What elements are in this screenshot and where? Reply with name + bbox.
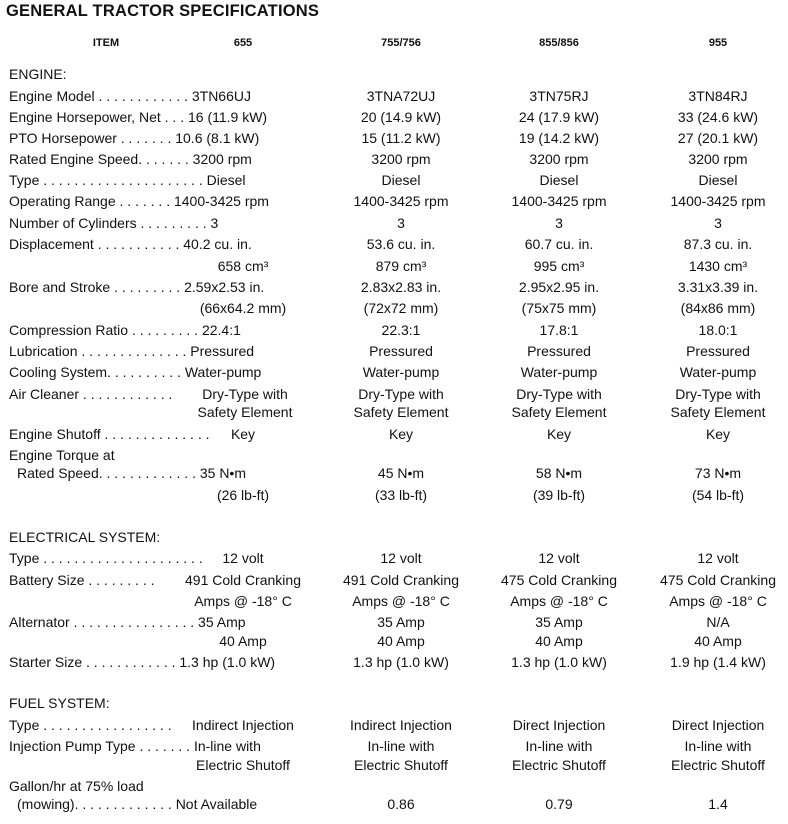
cell: In-line with xyxy=(525,738,593,754)
cell: 0.79 xyxy=(545,796,573,812)
cell: 15 (11.2 kW) xyxy=(361,130,441,146)
cell: 3 xyxy=(714,215,722,231)
cell: 58 N•m xyxy=(535,465,583,481)
cell: Key xyxy=(230,426,256,442)
row-label: Cooling System. . . . . . . . . . Water-pump xyxy=(9,364,262,380)
row-label: Rated Speed. . . . . . . . . . . . . 35 N•m xyxy=(17,465,246,481)
cell: N/A xyxy=(706,614,730,630)
cell: 40 Amp xyxy=(694,633,742,649)
cell: 40 Amp xyxy=(219,633,267,649)
cell: 3 xyxy=(397,215,405,231)
cell: 491 Cold Cranking xyxy=(343,572,459,588)
row-label: Type . . . . . . . . . . . . . . . . . . . . . xyxy=(9,550,203,566)
row-label: Alternator . . . . . . . . . . . . . . . . 35 Amp xyxy=(9,614,246,630)
cell: Safety Element xyxy=(670,404,766,420)
cell: 27 (20.1 kW) xyxy=(677,130,759,146)
cell: (84x86 mm) xyxy=(680,300,756,316)
cell: Dry-Type with xyxy=(202,386,288,402)
section-electrical: ELECTRICAL SYSTEM: xyxy=(9,529,161,545)
cell: Dry-Type with xyxy=(675,386,761,402)
cell: Water-pump xyxy=(362,364,440,380)
cell: (39 lb-ft) xyxy=(532,487,586,503)
page-title: GENERAL TRACTOR SPECIFICATIONS xyxy=(6,2,320,20)
cell: 1.9 hp (1.4 kW) xyxy=(670,654,766,670)
cell: 1400-3425 rpm xyxy=(353,193,449,209)
row-label: Gallon/hr at 75% load xyxy=(9,778,144,794)
cell: Electric Shutoff xyxy=(671,757,765,773)
cell: 3TN84RJ xyxy=(688,88,748,104)
cell: 12 volt xyxy=(697,550,739,566)
cell: 35 Amp xyxy=(377,614,425,630)
cell: Pressured xyxy=(369,343,433,359)
cell: Amps @ -18° C xyxy=(352,593,450,609)
cell: 87.3 cu. in. xyxy=(683,236,753,252)
cell: 40 Amp xyxy=(377,633,425,649)
cell: 3TNA72UJ xyxy=(366,88,436,104)
row-label: Injection Pump Type . . . . . . . In-line with xyxy=(9,738,261,754)
cell: (66x64.2 mm) xyxy=(199,300,287,316)
cell: 3200 rpm xyxy=(371,151,431,167)
cell: 3TN75RJ xyxy=(529,88,589,104)
row-label: Bore and Stroke . . . . . . . . . 2.59x2.53 in. xyxy=(9,279,265,295)
row-label: Displacement . . . . . . . . . . . 40.2 cu. in. xyxy=(9,236,252,252)
col-header-755: 755/756 xyxy=(381,37,421,49)
cell: 3.31x3.39 in. xyxy=(677,279,759,295)
cell: 1430 cm³ xyxy=(688,258,748,274)
cell: 12 volt xyxy=(380,550,422,566)
cell: 1.4 xyxy=(708,796,728,812)
cell: Diesel xyxy=(539,172,579,188)
section-engine: ENGINE: xyxy=(9,66,67,82)
cell: Pressured xyxy=(686,343,750,359)
cell: Safety Element xyxy=(511,404,607,420)
cell: In-line with xyxy=(367,738,435,754)
cell: Direct Injection xyxy=(512,717,606,733)
cell: Amps @ -18° C xyxy=(669,593,767,609)
cell: Dry-Type with xyxy=(516,386,602,402)
cell: Pressured xyxy=(527,343,591,359)
cell: 17.8:1 xyxy=(539,322,579,338)
cell: Dry-Type with xyxy=(358,386,444,402)
cell: Electric Shutoff xyxy=(196,757,290,773)
col-header-item: ITEM xyxy=(92,37,120,49)
cell: 73 N•m xyxy=(694,465,742,481)
cell: Key xyxy=(705,426,731,442)
cell: 19 (14.2 kW) xyxy=(518,130,600,146)
cell: 24 (17.9 kW) xyxy=(518,109,600,125)
section-fuel: FUEL SYSTEM: xyxy=(9,695,110,711)
cell: 1400-3425 rpm xyxy=(670,193,766,209)
row-label: Lubrication . . . . . . . . . . . . . . Pressured xyxy=(9,343,255,359)
cell: (72x72 mm) xyxy=(363,300,439,316)
cell: 3 xyxy=(555,215,563,231)
cell: Key xyxy=(546,426,572,442)
row-label: Number of Cylinders . . . . . . . . . 3 xyxy=(9,215,219,231)
cell: 35 Amp xyxy=(535,614,583,630)
cell: Water-pump xyxy=(679,364,757,380)
row-label: Type . . . . . . . . . . . . . . . . . xyxy=(9,717,172,733)
cell: Water-pump xyxy=(520,364,598,380)
cell: 60.7 cu. in. xyxy=(524,236,594,252)
cell: 45 N•m xyxy=(377,465,425,481)
row-label: Battery Size . . . . . . . . . xyxy=(9,572,155,588)
cell: Amps @ -18° C xyxy=(194,593,292,609)
cell: 3200 rpm xyxy=(688,151,748,167)
cell: 0.86 xyxy=(387,796,415,812)
cell: 33 (24.6 kW) xyxy=(677,109,759,125)
cell: Indirect Injection xyxy=(350,717,452,733)
row-label: Engine Model . . . . . . . . . . . . 3TN66UJ xyxy=(9,88,251,104)
col-header-855: 855/856 xyxy=(539,37,579,49)
col-header-955: 955 xyxy=(708,37,728,49)
cell: 879 cm³ xyxy=(375,258,427,274)
cell: 658 cm³ xyxy=(217,258,269,274)
cell: Diesel xyxy=(698,172,738,188)
cell: 1400-3425 rpm xyxy=(511,193,607,209)
cell: Indirect Injection xyxy=(192,717,294,733)
row-label: Type . . . . . . . . . . . . . . . . . . . . . Diesel xyxy=(9,172,246,188)
cell: 995 cm³ xyxy=(533,258,585,274)
cell: Safety Element xyxy=(197,404,293,420)
row-label: Starter Size . . . . . . . . . . . . 1.3 hp (1.0 kW) xyxy=(9,654,276,670)
row-label: Engine Horsepower, Net . . . 16 (11.9 kW) xyxy=(9,109,268,125)
row-label: Air Cleaner . . . . . . . . . . . . xyxy=(9,386,173,402)
cell: 53.6 cu. in. xyxy=(366,236,436,252)
cell: Direct Injection xyxy=(671,717,765,733)
cell: (26 lb-ft) xyxy=(216,487,270,503)
cell: 475 Cold Cranking xyxy=(660,572,776,588)
cell: 40 Amp xyxy=(535,633,583,649)
row-label: (mowing). . . . . . . . . . . . . Not Available xyxy=(17,796,258,812)
cell: Diesel xyxy=(381,172,421,188)
cell: Amps @ -18° C xyxy=(510,593,608,609)
cell: 1.3 hp (1.0 kW) xyxy=(353,654,449,670)
cell: 18.0:1 xyxy=(698,322,738,338)
cell: 491 Cold Cranking xyxy=(185,572,301,588)
cell: 2.83x2.83 in. xyxy=(360,279,442,295)
row-label: Operating Range . . . . . . . 1400-3425 rpm xyxy=(9,193,269,209)
cell: In-line with xyxy=(684,738,752,754)
cell: Electric Shutoff xyxy=(512,757,606,773)
cell: 22.3:1 xyxy=(381,322,421,338)
row-label: Engine Shutoff . . . . . . . . . . . . . . xyxy=(9,426,210,442)
cell: 20 (14.9 kW) xyxy=(360,109,442,125)
cell: 2.95x2.95 in. xyxy=(518,279,600,295)
cell: (75x75 mm) xyxy=(521,300,597,316)
cell: (54 lb-ft) xyxy=(691,487,745,503)
cell: Key xyxy=(388,426,414,442)
row-label: PTO Horsepower . . . . . . . 10.6 (8.1 kW) xyxy=(9,130,260,146)
cell: 1.3 hp (1.0 kW) xyxy=(511,654,607,670)
col-header-655: 655 xyxy=(233,37,253,49)
cell: 475 Cold Cranking xyxy=(501,572,617,588)
cell: 12 volt xyxy=(222,550,264,566)
cell: 3200 rpm xyxy=(529,151,589,167)
cell: 12 volt xyxy=(538,550,580,566)
row-label: Rated Engine Speed. . . . . . . 3200 rpm xyxy=(9,151,252,167)
row-label: Engine Torque at xyxy=(9,447,115,463)
cell: Electric Shutoff xyxy=(354,757,448,773)
cell: (33 lb-ft) xyxy=(374,487,428,503)
row-label: Compression Ratio . . . . . . . . . 22.4:1 xyxy=(9,322,241,338)
cell: Safety Element xyxy=(353,404,449,420)
